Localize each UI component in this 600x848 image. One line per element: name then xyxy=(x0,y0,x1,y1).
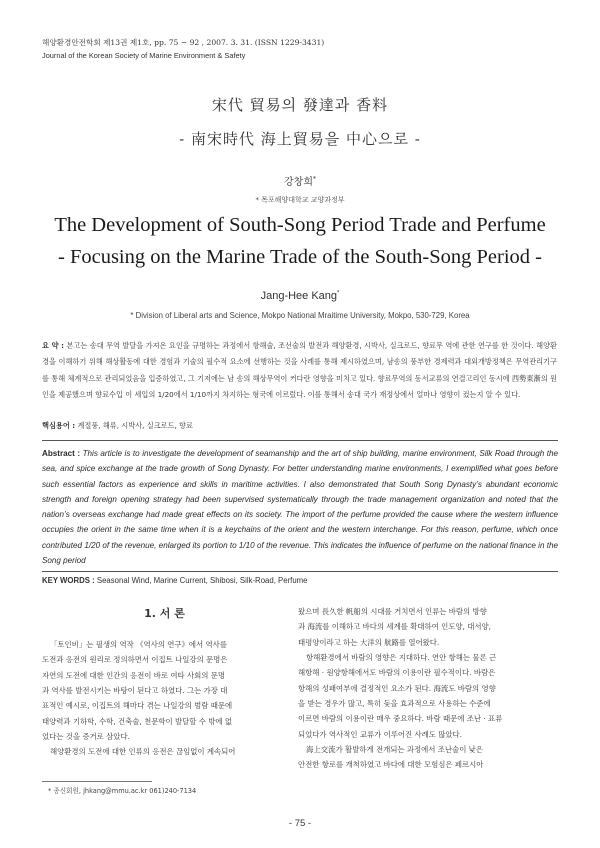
korean-abstract xyxy=(42,338,557,404)
english-affiliation: * Division of Liberal arts and Science, Mokpo National Mraitime University, Mokpo, 530-729, Korea xyxy=(130,311,470,320)
english-title: The Development of South-Song Period Trade and Perfume xyxy=(54,214,546,236)
body-line: 표적인 예시로, 이집트의 해마다 겪는 나일강의 범람 때문에 xyxy=(42,701,233,711)
body-line: 도전과 응전의 원리로 정의하면서 이집트 나일강의 문명은 xyxy=(42,655,228,665)
footnote-rule xyxy=(42,781,152,782)
body-line: 자연의 도전에 대한 인간의 응전이 바로 여타 사회의 문명 xyxy=(42,670,226,680)
body-line: 海上交流가 활발하게 전개되는 과정에서 조난술이 낮은 xyxy=(306,745,483,755)
body-line: 항해환경에서 바람의 영향은 지대하다. 연안 항해는 물론 근 xyxy=(306,653,497,663)
running-header xyxy=(42,36,324,62)
body-line: 왔으며 長久한 帆船의 시대를 거치면서 인류는 바람의 방향 xyxy=(298,607,487,616)
korean-author xyxy=(0,173,600,188)
body-line: 과 역사를 발전시키는 바탕이 된다고 하였다. 그는 가장 대 xyxy=(42,686,228,696)
english-abstract-text: This article is to investigate the development of seamanship and the art of ship building, marine environment, Silk Road through the sea, and spice exchange at the trade growth of Song Dynasty. For better understanding marine environments, I exemplified what goes before such essential factors as experience and skills in maritime activities. I also demonstrated that South Song Dynasty’s abundant economic strength and foreign opening strategy had been supervised systematically through the trade management organization and noted that the nation’s overseas exchange had made great effects on its society. The import of the perfume provided the cause where the western influence occupies the orient in the same time when it is a keychains of the orient and the western interchange. For this reason, perfume, which once contributed 1/20 of the revenue, enlarged its portion to 1/10 of the revenue. This indicates the influence of perfume on the national finance in the Song period xyxy=(42,449,559,566)
body-line: 되었다가 역사적인 교류가 이루어진 사례도 많았다. xyxy=(298,729,463,739)
korean-author-mark: * xyxy=(312,175,316,183)
korean-abstract-line: 이 세입의 1/20에서 1/10까지 차지하는 형국에 이르렀다. 이를 통해서 송대 국가 재정상에서 얼마나 영향이 컸는지 알 수 있다. xyxy=(125,390,521,400)
english-abstract-label: Abstract : xyxy=(42,449,81,458)
citation-line: 해양환경안전학회 제13권 제1호, pp. 75 ~ 92 , 2007. 3. 31. (ISSN 1229-3431) xyxy=(42,38,325,47)
korean-affiliation: * 목포해양대학교 교양과정부 xyxy=(255,196,345,204)
body-line: 「토인비」는 필생의 역작 《역사의 연구》에서 역사를 xyxy=(50,640,227,649)
body-line: 해양환경의 도전에 대한 인류의 응전은 끊임없이 계속되어 xyxy=(50,747,236,757)
korean-keywords xyxy=(42,421,557,431)
korean-abstract-label: 요 약 : xyxy=(42,341,65,350)
body-column-left xyxy=(42,637,288,760)
body-line: 안전한 항로를 개척하였고 바다에 대한 모험심은 페르시아 xyxy=(298,760,484,770)
body-line: 태평양이라고 하는 大洋의 航路를 열어왔다. xyxy=(298,637,440,647)
english-subtitle: - Focusing on the Marine Trade of the South-Song Period - xyxy=(58,246,542,268)
english-keywords xyxy=(42,576,558,585)
abstract-top-rule xyxy=(42,440,558,441)
body-line: 었다는 것을 증거로 삼았다. xyxy=(42,732,130,742)
korean-author-name: 강창희 xyxy=(284,177,313,188)
journal-name: Journal of the Korean Society of Marine Environment & Safety xyxy=(42,51,246,60)
body-line: 을 받는 경우가 많고, 특히 돛을 효과적으로 사용하는 수준에 xyxy=(298,699,491,709)
korean-abstract-line: 제시하였으며, 남송의 풍부한 경제력과 대외개방정책은 무역관리기구를 통해 체계적으로 관리되었음을 입증하였고, 그 기저에는 남 xyxy=(42,357,557,383)
english-author-name: Jang-Hee Kang xyxy=(260,290,338,302)
body-column-right xyxy=(298,604,558,773)
body-line: 이르면 바람의 이용이란 매우 중요하다. 바람 때문에 조난 · 표류 xyxy=(298,714,503,724)
abstract-bottom-rule xyxy=(42,571,558,572)
body-line: 태양력과 기하학, 수학, 건축술, 천문학이 발달할 수 밖에 없 xyxy=(42,716,233,726)
korean-title: 宋代 貿易의 發達과 香料 xyxy=(211,96,389,114)
footnote: * 종신회원, jhkang@mmu.ac.kr 061)240-7134 xyxy=(48,787,197,795)
korean-keywords-text: 계절풍, 해류, 시박사, 실크로드, 향료 xyxy=(77,421,193,430)
page-number: - 75 - xyxy=(288,818,312,829)
english-keywords-text: Seasonal Wind, Marine Current, Shibosi, Silk-Road, Perfume xyxy=(96,576,308,585)
english-keywords-label: KEY WORDS : xyxy=(42,576,95,585)
section-heading-introduction: 1. 서 론 xyxy=(144,607,185,620)
korean-abstract-line: 역에 관한 연구를 한 것이다. 해양환경을 이해하기 위해 해상활동에 대한 경험과 기술의 필수적 요소에 선행하는 것을 사례를 통해 xyxy=(42,341,557,367)
english-author xyxy=(0,290,600,302)
body-line: 항해의 성패여부에 결정적인 요소가 된다. 海流도 바람의 영향 xyxy=(298,683,496,693)
korean-abstract-line: 본고는 송대 무역 발달을 가져온 요인을 규명하는 과정에서 항해술, 조선술의 발전과 해양환경, 시박사, 실크로드, 향료무 xyxy=(66,341,443,350)
korean-abstract-line: 송의 해상무역이 커다란 영향을 미치고 있다. 향료무역의 동서교류의 연결고리인 동시에 西勢東漸의 원인을 제공했으며 향료수입 xyxy=(42,373,558,400)
korean-subtitle: - 南宋時代 海上貿易을 中心으로 - xyxy=(179,130,421,148)
english-author-mark: * xyxy=(337,290,340,297)
korean-keywords-label: 핵심용어 : xyxy=(42,421,76,430)
english-abstract xyxy=(42,446,558,568)
body-line: 과 海流를 이해하고 바다의 세계를 확대하여 인도양, 대서양, xyxy=(298,622,491,632)
body-line: 해항해 · 원양항해에서도 바람의 이용이란 필수적이다. 바람은 xyxy=(298,668,496,678)
